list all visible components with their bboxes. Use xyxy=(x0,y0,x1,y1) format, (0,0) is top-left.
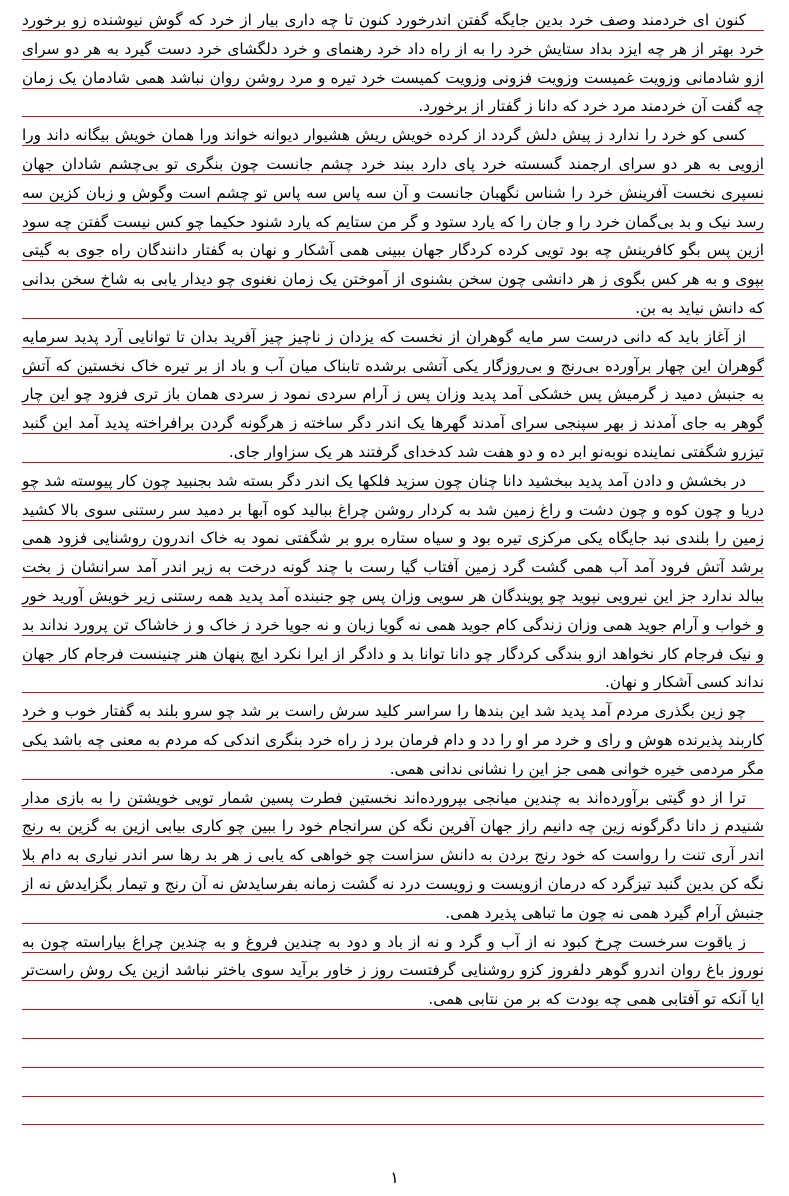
body-text xyxy=(22,6,764,1014)
ruled-line xyxy=(22,1096,764,1097)
paragraph-2: کسی کو خرد را ندارد ز پیش دلش گردد از کرده خویش ریش هشیوار دیوانه خواند ورا همان خویش بیگانه داند ورا ازویی به هر دو سرای ارجمند گسسته خرد پای دارد ببند خرد چشم جانست چون بنگری تو بی‌چشم شادان جهان نسپری نخست آفرینش خرد را شناس نگهبان جانست و آن سه پاس سه پاس تو چشم است وگوش و زبان کزین سه رسد نیک و بد بی‌گمان خرد را و جان را که یارد ستود و گر من ستایم که یارد شنود حکیما چو کس نیست گفتن چه سود ازین پس بگو کافرینش چه بود تویی کرده کردگار جهان ببینی همی آشکار و نهان به گفتار دانندگان راه جوی به گیتی بپوی و به هر کس بگوی ز هر دانشی چون سخن بشنوی از آموختن یک زمان نغنوی چو دیدار یابی به شاخ سخن بدانی که دانش نیاید به بن. xyxy=(22,126,764,317)
ruled-line xyxy=(22,1124,764,1125)
ruled-line xyxy=(22,1067,764,1068)
ruled-line xyxy=(22,1038,764,1039)
paragraph-5: چو زین بگذری مردم آمد پدید شد این بندها را سراسر کلید سرش راست بر شد چو سرو بلند به گفتار خوب و خرد کاربند پذیرنده هوش و رای و خرد مر او را دد و دام فرمان برد ز راه خرد بنگری اندکی که مردم به معنی چه باشد یکی مگر مردمی خیره خوانی همی جز این را نشانی ندانی همی. xyxy=(22,702,764,778)
paragraph-7: ز یاقوت سرخست چرخ کبود نه از آب و گرد و نه از باد و دود به چندین فروغ و به چندین چراغ بیاراسته چون به نوروز باغ روان اندرو گوهر دلفروز کزو روشنایی گرفتست روز ز خاور برآید سوی باختر نباشد ازین یک روش راست‌تر ایا آنکه تو آفتابی همی چه بودت که بر من نتابی همی. xyxy=(22,932,764,1009)
paragraph-3: از آغاز باید که دانی درست سر مایه گوهران از نخست که یزدان ز ناچیز چیز آفرید بدان تا توانایی آرد پدید سرمایه گوهران این چهار برآورده بی‌رنج و بی‌روزگار یکی آتشی برشده تابناک میان آب و باد از بر تیره خاک نخستین که آتش به جنبش دمید ز گرمیش پس خشکی آمد پدید وزان پس ز آرام سردی نمود ز سردی همان باز تری فزود چو این چار گوهر به جای آمدند ز بهر سپنجی سرای آمدند گهرها یک اندر دگر ساخته ز هرگونه گردن برافراخته پدید آمد این گنبد تیزرو شگفتی نماینده نوبه‌نو ابر ده و دو هفت شد کدخدای گرفتند هر یک سزاوار جای. xyxy=(22,327,764,461)
page-number: ۱ xyxy=(390,1168,399,1187)
paragraph-1: کنون ای خردمند وصف خرد بدین جایگه گفتن اندرخورد کنون تا چه داری بیار از خرد که گوش نیوشنده زو برخورد خرد بهتر از هر چه ایزد بداد ستایش خرد را به از راه داد خرد رهنمای و خرد دلگشای خرد دست گیرد به هر دو سرای ازو شادمانی وزویت غمیست وزویت فزونی وزویت کمیست خرد تیره و مرد روشن روان نباشد همی شادمان یک زمان چه گفت آن خردمند مرد خرد که دانا ز گفتار از برخورد. xyxy=(22,11,764,116)
paragraph-4: در بخشش و دادن آمد پدید ببخشید دانا چنان چون سزید فلکها یک اندر دگر بسته شد بجنبید چون کار پیوسته شد چو دریا و چون کوه و چون دشت و راغ زمین شد به کردار روشن چراغ ببالید کوه آبها بر دمید سر رستنی سوی بالا کشید زمین را بلندی نبد جایگاه یکی مرکزی تیره بود و سیاه ستاره برو بر شگفتی نمود به خاک اندرون روشنایی فزود همی برشد آتش فرود آمد آب همی گشت گرد زمین آفتاب گیا رست با چند گونه درخت به زیر اندر آمد سرانشان ز بخت ببالد ندارد جز این نیرویی نپوید چو پویندگان هر سویی وزان پس چو جنبنده آمد پدید همه رستنی زیر خویش آورید خور و خواب و آرام جوید همی وزان زندگی کام جوید همی نه گویا زبان و نه جویا خرد ز خاک و ز خاشاک تن پرورد نداند بد و نیک فرجام کار نخواهد ازو بندگی کردگار چو دانا توانا بد و دادگر از ایرا نکرد ایچ پنهان هنر چنینست فرجام کار جهان نداند کسی آشکار و نهان. xyxy=(22,471,764,692)
paragraph-6: ترا از دو گیتی برآورده‌اند به چندین میانجی بپرورده‌اند نخستین فطرت پسین شمار تویی خویشتن را به بازی مدار شنیدم ز دانا دگرگونه زین چه دانیم راز جهان آفرین نگه کن سرانجام خود را ببین چو کاری بیابی ازین به گزین به رنج اندر آری تنت را رواست که خود رنج بردن به دانش سزاست چو خواهی که یابی ز هر بد رها سر اندر نیاری به دام بلا نگه کن بدین گنبد تیزگرد که درمان ازویست و زویست درد نه گشت زمانه بفرسایدش نه آن رنج و تیمار بگزایدش نه از جنبش آرام گیرد همی نه چون ما تباهی پذیرد همی. xyxy=(22,788,764,922)
